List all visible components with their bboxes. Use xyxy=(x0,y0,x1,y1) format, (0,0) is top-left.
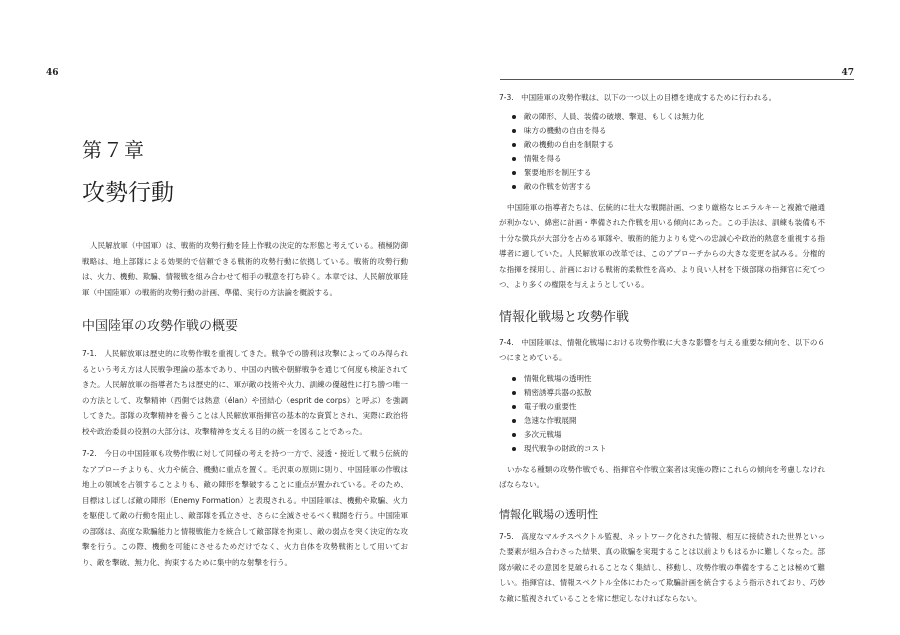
bullet-icon xyxy=(512,405,516,409)
paragraph-7-1: 7-1. 人民解放軍は歴史的に攻勢作戦を重視してきた。戦争での勝利は攻撃によってのみ得られるという考え方は人民戦争理論の基本であり、中国の内戦や朝鮮戦争を通じて何度も検証されてきた。人民解放軍の指導者たちは歴史的に、軍が敵の技術や火力、訓練の優越性に打ち勝つ唯一の方法として、攻撃精神（西側では熱意（élan）や団結心（esprit de corps）と呼ぶ）を強調してきた。部隊の攻撃精神を養うことは人民解放軍指揮官の基本的な資質とされ、実際に政治将校や政治委員の役割の大部分は、攻撃精神を支える目的の統一を図ることであった。 xyxy=(82,349,408,436)
bullet-icon xyxy=(512,185,516,189)
paragraph-7-5: 7-5. 高度なマルチスペクトル監視、ネットワーク化された情報、相互に接続された世界といった要素が組み合わさった結果、真の欺騙を実現することは以前よりもはるかに難しくなった。部隊が敵にその意図を見破られることなく集結し、移動し、攻勢作戦の準備をすることは極めて難しい。指揮官は、情報スペクトル全体にわたって欺騙計画を統合するよう指示されており、巧妙な敵に監視されていることを常に想定しなければならない。 xyxy=(499,531,825,603)
list-item: 急速な作戦展開 xyxy=(499,414,825,428)
right-page xyxy=(450,0,900,635)
list-item: 敵の機動の自由を制限する xyxy=(499,138,825,152)
chapter-intro: 人民解放軍（中国軍）は、戦術的攻勢行動を陸上作戦の決定的な形態と考えている。積極防御戦略は、地上部隊による効果的で信頼できる戦術的攻勢行動に依拠している。戦術的攻勢行動は、火力、機動、欺騙、情報戦を組み合わせて相手の戦意を打ち砕く。本章では、人民解放軍陸軍（中国陸軍）の戦術的攻勢行動の計画、準備、実行の方法論を概説する。 xyxy=(82,241,408,297)
list-item: 電子戦の重要性 xyxy=(499,400,825,414)
chapter-number: 第７章 xyxy=(82,138,145,162)
subsection-heading-transparency: 情報化戦場の透明性 xyxy=(499,507,598,521)
left-column xyxy=(82,238,408,570)
chapter-title: 攻勢行動 xyxy=(82,180,174,206)
bullet-icon xyxy=(512,419,516,423)
bullet-icon xyxy=(512,391,516,395)
right-page-number: 47 xyxy=(841,68,854,78)
left-page-number: 46 xyxy=(46,68,59,78)
list-item: 多次元戦場 xyxy=(499,428,825,442)
paragraph-7-3: 7-3. 中国陸軍の攻勢作戦は、以下の一つ以上の目標を達成するために行われる。 xyxy=(499,93,777,102)
paragraph-trends-note: いかなる種類の攻勢作戦でも、指揮官や作戦立案者は実施の際にこれらの傾向を考慮しなければならない。 xyxy=(499,464,825,489)
paragraph-7-4: 7-4. 中国陸軍は、情報化戦場における攻勢作戦に大きな影響を与える重要な傾向を、以下の６つにまとめている。 xyxy=(499,337,825,362)
bullet-icon xyxy=(512,447,516,451)
trends-list xyxy=(499,372,825,456)
bullet-icon xyxy=(512,115,516,119)
list-item: 情報化戦場の透明性 xyxy=(499,372,825,386)
section-heading-informatized: 情報化戦場と攻勢作戦 xyxy=(499,309,630,325)
list-item: 情報を得る xyxy=(499,152,825,166)
section-heading-overview: 中国陸軍の攻勢作戦の概要 xyxy=(82,319,239,334)
bullet-icon xyxy=(512,433,516,437)
bullet-icon xyxy=(512,157,516,161)
paragraph-leaders: 中国陸軍の指導者たちは、伝統的に壮大な戦闘計画、つまり厳格なヒエラルキーと複雑で融通が利かない、綿密に計画・準備された作戦を用いる傾向にあった。この手法は、訓練も装備も不十分な徴兵が大部分を占める軍隊や、戦術的能力よりも党への忠誠心や政治的熱意を重視する指導者に適していた。人民解放軍の改革では、このアプローチからの大きな変更を試みる。分権的な指揮を採用し、計画における戦術的柔軟性を高め、より良い人材を下級部隊の指揮官に充てつつ、より多くの権限を与えようとしている。 xyxy=(499,202,825,289)
list-item: 敵の作戦を妨害する xyxy=(499,180,825,194)
list-item: 味方の機動の自由を得る xyxy=(499,124,825,138)
bullet-icon xyxy=(512,377,516,381)
list-item: 現代戦争の財政的コスト xyxy=(499,442,825,456)
header-rule xyxy=(500,79,854,80)
bullet-icon xyxy=(512,171,516,175)
right-column xyxy=(499,90,825,606)
list-item: 敵の陣形、人員、装備の破壊、撃退、もしくは無力化 xyxy=(499,110,825,124)
bullet-icon xyxy=(512,143,516,147)
paragraph-7-2: 7-2. 今日の中国陸軍も攻勢作戦に対して同様の考えを持つ一方で、浸透・接近して戦う伝統的なアプローチよりも、火力や統合、機動に重点を置く。毛沢東の原則に則り、中国陸軍の作戦は地上の領域を占領することよりも、敵の陣形を撃破することに重点が置かれている。そのため、目標はしばしば敵の陣形（Enemy Formation）と表現される。中国陸軍は、機動や欺騙、火力を駆使して敵の行動を阻止し、敵部隊を孤立させ、さらに全滅させるべく戦闘を行う。中国陸軍の部隊は、高度な欺騙能力と情報戦能力を統合して敵部隊を拘束し、敵の弱点を突く決定的な攻撃を行う。この際、機動を可能にさせるためだけでなく、火力自体を攻勢戦術として用いており、敵を撃破、無力化、拘束するために集中的な射撃を行う。 xyxy=(82,449,408,567)
list-item: 精密誘導兵器の拡散 xyxy=(499,386,825,400)
goals-list xyxy=(499,110,825,194)
list-item: 緊要地形を制圧する xyxy=(499,166,825,180)
bullet-icon xyxy=(512,129,516,133)
